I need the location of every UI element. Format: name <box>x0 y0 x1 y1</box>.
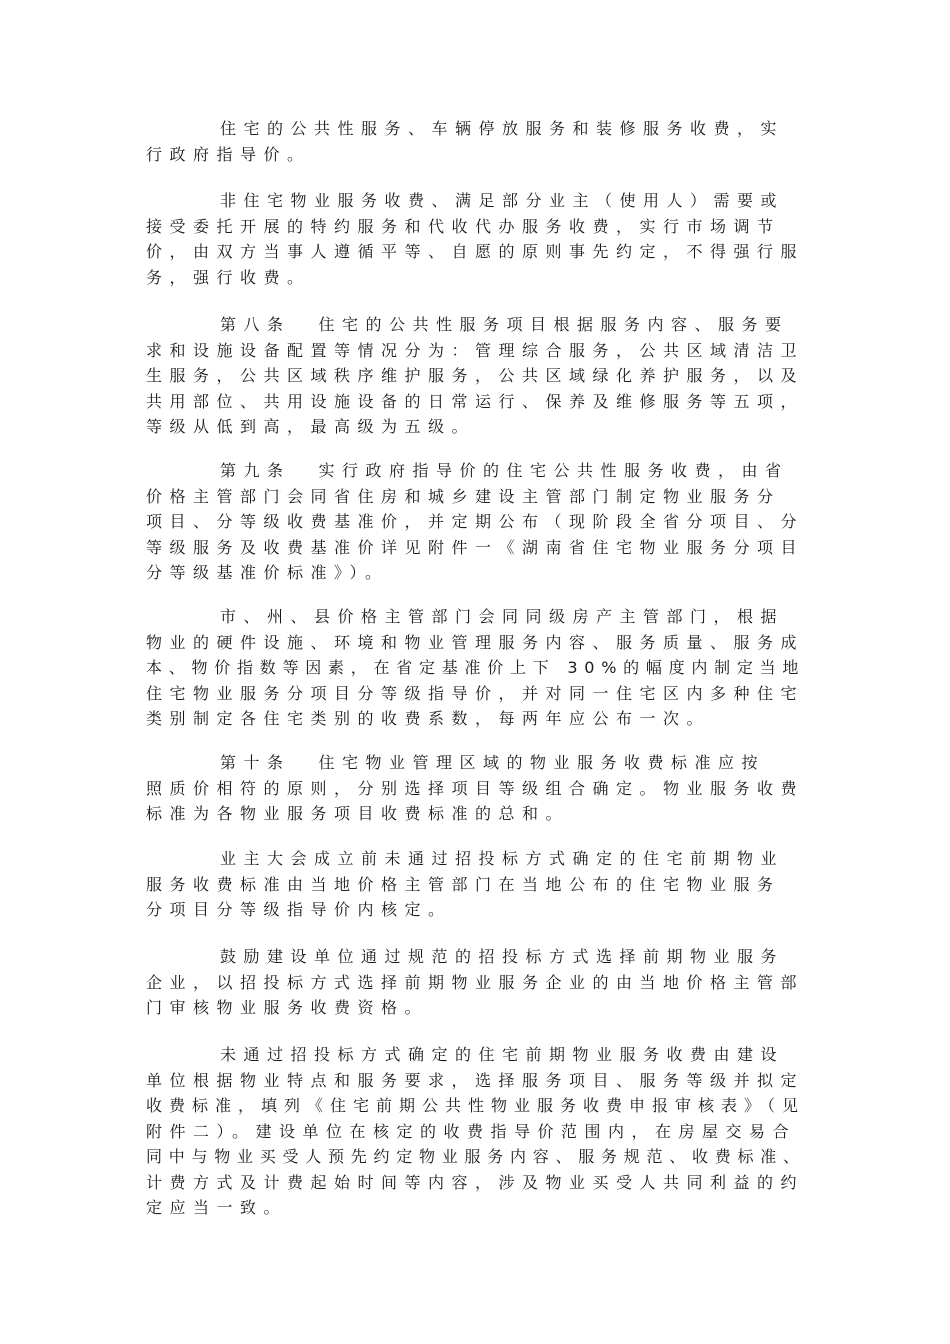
text-line: 等级从低到高，最高级为五级。 <box>146 417 476 436</box>
paragraph <box>146 944 806 1021</box>
text-line: 未通过招投标方式确定的住宅前期物业服务收费由建设 <box>220 1045 785 1064</box>
text-line: 分等级基准价标准》）。 <box>146 563 389 582</box>
text-line: 本、物价指数等因素，在省定基准价上下 30%的幅度内制定当地 <box>146 658 806 677</box>
paragraph <box>146 604 806 732</box>
article-8-paragraph <box>146 312 806 440</box>
text-line: 鼓励建设单位通过规范的招投标方式选择前期物业服务 <box>220 947 785 966</box>
text-line: 项目、分等级收费基准价，并定期公布（现阶段全省分项目、分 <box>146 512 805 531</box>
text-line: 附件二）。建设单位在核定的收费指导价范围内，在房屋交易合 <box>146 1121 797 1141</box>
text-line: 物业的硬件设施、环境和物业管理服务内容、服务质量、服务成 <box>146 632 805 652</box>
text-line: 务，强行收费。 <box>146 267 311 287</box>
text-line: 照质价相符的原则，分别选择项目等级组合确定。物业服务收费 <box>146 778 805 798</box>
paragraph <box>146 1042 806 1221</box>
article-number: 第八条 <box>220 315 291 334</box>
text-line: 共用部位、共用设施设备的日常运行、保养及维修服务等五项， <box>146 391 805 411</box>
text-line <box>146 312 806 338</box>
text-segment: 住宅的公共性服务项目根据服务内容、服务要 <box>318 315 789 334</box>
article-10-paragraph <box>146 750 806 827</box>
article-9-paragraph <box>146 458 806 586</box>
text-line: 单位根据物业特点和服务要求，选择服务项目、服务等级并拟定 <box>146 1070 805 1090</box>
text-line: 服务收费标准由当地价格主管部门在当地公布的住宅物业服务 <box>146 874 781 894</box>
text-line: 类别制定各住宅类别的收费系数，每两年应公布一次。 <box>146 709 711 728</box>
text-line: 行政府指导价。 <box>146 144 311 164</box>
text-line: 价，由双方当事人遵循平等、自愿的原则事先约定，不得强行服 <box>146 242 805 261</box>
text-line: 同中与物业买受人预先约定物业服务内容、服务规范、收费标准、 <box>146 1147 806 1166</box>
text-line <box>146 750 806 776</box>
text-segment: 实行政府指导价的住宅公共性服务收费，由省 <box>318 461 789 480</box>
text-segment: 住宅物业管理区域的物业服务收费标准应按 <box>318 753 766 772</box>
text-line: 价格主管部门会同省住房和城乡建设主管部门制定物业服务分 <box>146 486 781 506</box>
text-line: 住宅物业服务分项目分等级指导价，并对同一住宅区内多种住宅 <box>146 683 805 703</box>
text-line: 计费方式及计费起始时间等内容，涉及物业买受人共同利益的约 <box>146 1172 805 1192</box>
text-line: 住宅的公共性服务、车辆停放服务和装修服务收费，实 <box>220 119 785 138</box>
text-line: 接受委托开展的特约服务和代收代办服务收费，实行市场调节 <box>146 216 781 236</box>
text-line: 求和设施设备配置等情况分为：管理综合服务，公共区域清洁卫 <box>146 340 805 360</box>
paragraph <box>146 116 806 167</box>
text-line: 收费标准，填列《住宅前期公共性物业服务收费申报审核表》（见 <box>146 1096 806 1115</box>
text-line: 企业，以招投标方式选择前期物业服务企业的由当地价格主管部 <box>146 972 805 992</box>
text-line: 市、州、县价格主管部门会同同级房产主管部门，根据 <box>220 607 785 626</box>
paragraph <box>146 188 806 290</box>
article-number: 第九条 <box>220 461 291 480</box>
text-line: 分项目分等级指导价内核定。 <box>146 900 452 919</box>
text-line: 生服务，公共区域秩序维护服务，公共区域绿化养护服务，以及 <box>146 366 805 385</box>
article-number: 第十条 <box>220 753 291 772</box>
text-line <box>146 458 806 484</box>
text-line: 业主大会成立前未通过招投标方式确定的住宅前期物业 <box>220 849 785 868</box>
text-line: 门审核物业服务收费资格。 <box>146 998 429 1017</box>
text-line: 非住宅物业服务收费、满足部分业主（使用人）需要或 <box>220 191 785 210</box>
text-line: 定应当一致。 <box>146 1198 288 1217</box>
paragraph <box>146 846 806 923</box>
text-line: 标准为各物业服务项目收费标准的总和。 <box>146 804 570 823</box>
text-line: 等级服务及收费基准价详见附件一《湖南省住宅物业服务分项目 <box>146 537 805 557</box>
